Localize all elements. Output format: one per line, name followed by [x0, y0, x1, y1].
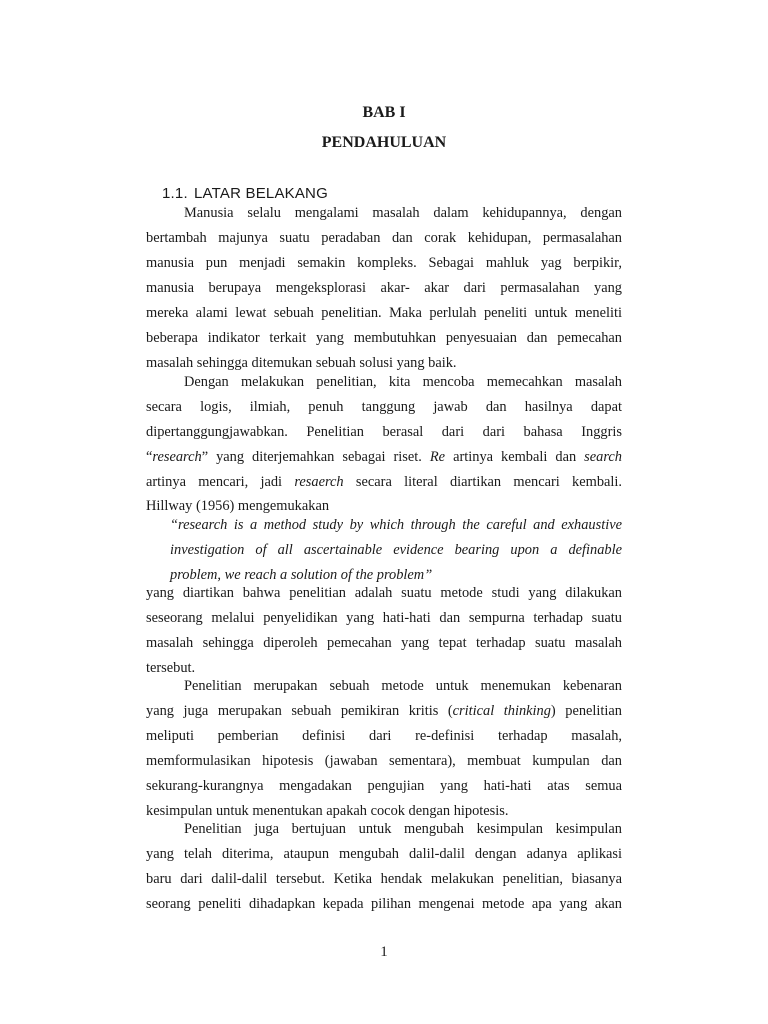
- paragraph-line: mereka alami lewat sebuah penelitian. Maka perlulah peneliti untuk meneliti: [146, 305, 622, 321]
- paragraph-line: yang telah diterima, ataupun mengubah dalil-dalil dengan adanya aplikasi: [146, 846, 622, 862]
- paragraph-line: Penelitian merupakan sebuah metode untuk menemukan kebenaran: [184, 678, 622, 694]
- paragraph-line: tersebut.: [146, 660, 196, 676]
- term-re: Re: [429, 449, 446, 465]
- term-research: research: [152, 449, 202, 465]
- paragraph-line: seorang peneliti dihadapkan kepada pilihan mengenai metode apa yang akan: [146, 896, 622, 912]
- quote-line: investigation of all ascertainable evidence bearing upon a definable: [170, 542, 622, 558]
- page-number: 1: [380, 944, 388, 960]
- text-segment: artinya mencari, jadi: [146, 474, 295, 490]
- chapter-heading: BAB I: [362, 104, 406, 121]
- paragraph-line: [146, 473, 622, 491]
- paragraph-line: masalah sehingga ditemukan sebuah solusi yang baik.: [146, 355, 457, 371]
- term-resaerch: resaerch: [294, 474, 344, 490]
- section-title: LATAR BELAKANG: [194, 185, 328, 202]
- section-heading: [162, 185, 328, 202]
- paragraph-line: Dengan melakukan penelitian, kita mencoba memecahkan masalah: [184, 374, 622, 390]
- text-segment: yang juga merupakan sebuah pemikiran kritis (: [146, 703, 453, 719]
- paragraph-line: Manusia selalu mengalami masalah dalam kehidupannya, dengan: [184, 205, 622, 221]
- paragraph-line: manusia berupaya mengeksplorasi akar- akar dari permasalahan yang: [146, 280, 622, 296]
- term-search: search: [584, 449, 623, 465]
- chapter-title: PENDAHULUAN: [321, 134, 447, 151]
- paragraph-line: sekurang-kurangnya mengadakan pengujian yang hati-hati atas semua: [146, 778, 622, 794]
- open-quote: “: [146, 449, 153, 465]
- paragraph-line: kesimpulan untuk menentukan apakah cocok dengan hipotesis.: [146, 803, 509, 819]
- text-segment: secara literal diartikan mencari kembali.: [343, 474, 622, 490]
- paragraph-line: [146, 702, 622, 720]
- quote-line: “research is a method study by which through the careful and exhaustive: [170, 517, 622, 533]
- section-number: 1.1.: [162, 185, 188, 202]
- paragraph-line: yang diartikan bahwa penelitian adalah suatu metode studi yang dilakukan: [146, 585, 622, 601]
- paragraph-line: [146, 448, 622, 466]
- paragraph-line: baru dari dalil-dalil tersebut. Ketika hendak melakukan penelitian, biasanya: [146, 871, 622, 887]
- paragraph-line: meliputi pemberian definisi dari re-definisi terhadap masalah,: [146, 728, 622, 744]
- paragraph-line: masalah sehingga diperoleh pemecahan yang tepat terhadap suatu masalah: [146, 635, 622, 651]
- paragraph-line: secara logis, ilmiah, penuh tanggung jawab dan hasilnya dapat: [146, 399, 622, 415]
- text-segment: artinya kembali dan: [445, 449, 585, 465]
- paragraph-line: seseorang melalui penyelidikan yang hati-hati dan sempurna terhadap suatu: [146, 610, 622, 626]
- paragraph-line: bertambah majunya suatu peradaban dan corak kehidupan, permasalahan: [146, 230, 622, 246]
- text-segment: ” yang diterjemahkan sebagai riset.: [201, 449, 430, 465]
- paragraph-line: Penelitian juga bertujuan untuk mengubah kesimpulan kesimpulan: [184, 821, 622, 837]
- quote-line: problem, we reach a solution of the problem”: [170, 567, 433, 583]
- paragraph-line: dipertanggungjawabkan. Penelitian berasal dari dari bahasa Inggris: [146, 424, 622, 440]
- paragraph-line: Hillway (1956) mengemukakan: [146, 498, 330, 514]
- paragraph-line: manusia pun menjadi semakin kompleks. Sebagai mahluk yag berpikir,: [146, 255, 622, 271]
- text-segment: ) penelitian: [550, 703, 622, 719]
- paragraph-line: memformulasikan hipotesis (jawaban sementara), membuat kumpulan dan: [146, 753, 622, 769]
- term-critical-thinking: critical thinking: [452, 703, 551, 719]
- paragraph-line: beberapa indikator terkait yang membutuhkan penyesuaian dan pemecahan: [146, 330, 622, 346]
